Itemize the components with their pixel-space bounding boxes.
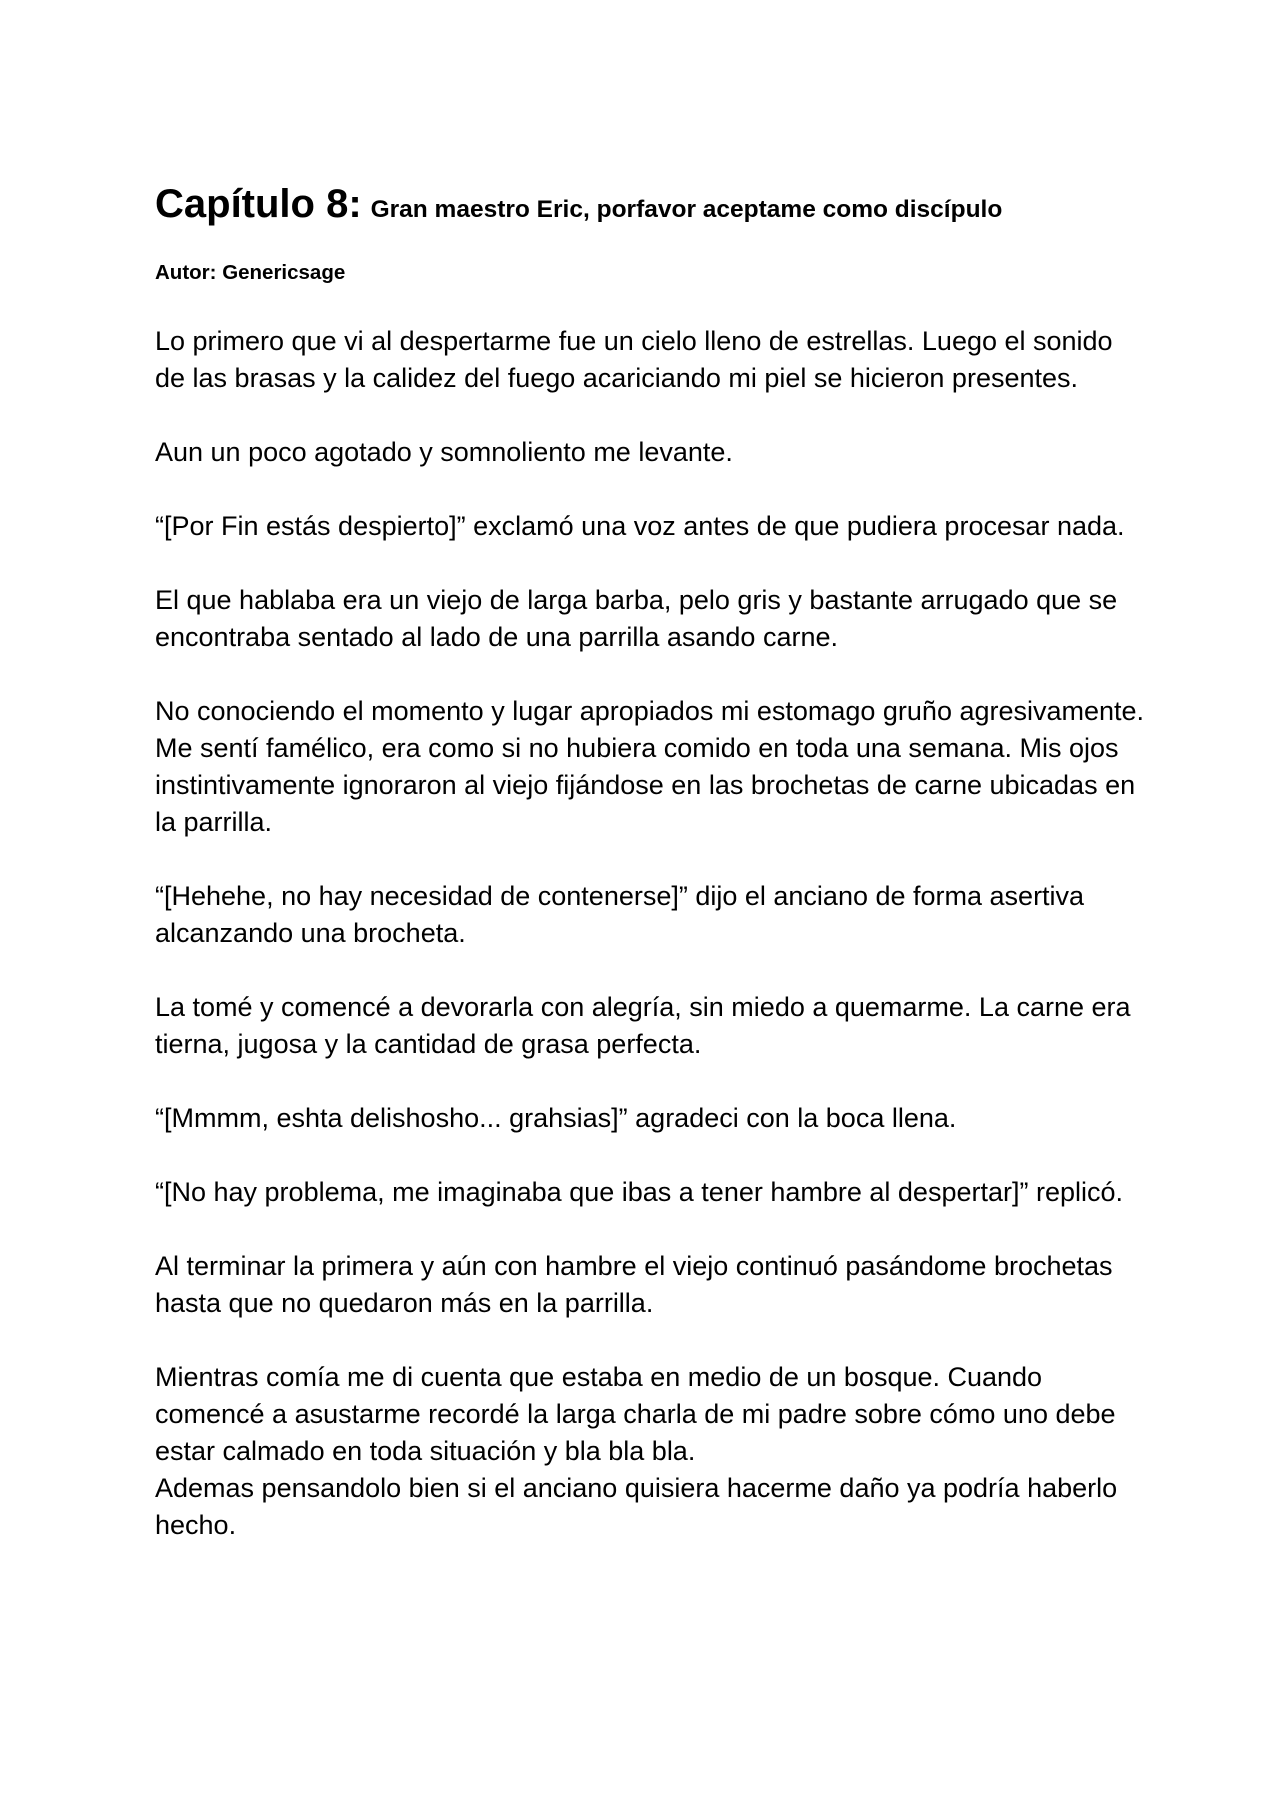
paragraph-4: El que hablaba era un viejo de larga barba, pelo gris y bastante arrugado que se encontraba sentado al lado de una parrilla asando carne.: [155, 585, 1118, 652]
paragraph-3: “[Por Fin estás despierto]” exclamó una voz antes de que pudiera procesar nada.: [155, 511, 1125, 541]
paragraph-9: “[No hay problema, me imaginaba que ibas a tener hambre al despertar]” replicó.: [155, 1177, 1124, 1207]
chapter-label: Capítulo 8:: [155, 182, 362, 226]
paragraph-10: Al terminar la primera y aún con hambre el viejo continuó pasándome brochetas hasta que no quedaron más en la parrilla.: [155, 1251, 1113, 1318]
paragraph-5: No conociendo el momento y lugar apropiados mi estomago gruño agresivamente. Me sentí famélico, era como si no hubiera comido en toda una semana. Mis ojos instintivamente ignoraron al viejo fijándose en las brochetas de carne ubicadas en la parrilla.: [155, 696, 1145, 837]
paragraph-12: Ademas pensandolo bien si el anciano quisiera hacerme daño ya podría haberlo hecho.: [155, 1473, 1118, 1540]
paragraph-2: Aun un poco agotado y somnoliento me levante.: [155, 437, 733, 467]
paragraph-11: Mientras comía me di cuenta que estaba en medio de un bosque. Cuando comencé a asustarme recordé la larga charla de mi padre sobre cómo uno debe estar calmado en toda situación y bla bla bla.: [155, 1362, 1116, 1466]
author-line: [155, 258, 1145, 288]
chapter-title: Gran maestro Eric, porfavor aceptame como discípulo: [370, 196, 1003, 223]
author-label: Autor:: [155, 261, 217, 284]
document-page: [155, 178, 1145, 1581]
body-text: [155, 323, 1145, 1544]
paragraph-8: “[Mmmm, eshta delishosho... grahsias]” agradeci con la boca llena.: [155, 1103, 957, 1133]
paragraph-6: “[Hehehe, no hay necesidad de contenerse]” dijo el anciano de forma asertiva alcanzando una brocheta.: [155, 881, 1085, 948]
author-name: Genericsage: [222, 261, 346, 284]
paragraph-1: Lo primero que vi al despertarme fue un cielo lleno de estrellas. Luego el sonido de las brasas y la calidez del fuego acariciando mi piel se hicieron presentes.: [155, 326, 1113, 393]
chapter-heading: [155, 178, 1145, 236]
paragraph-7: La tomé y comencé a devorarla con alegría, sin miedo a quemarme. La carne era tierna, jugosa y la cantidad de grasa perfecta.: [155, 992, 1131, 1059]
